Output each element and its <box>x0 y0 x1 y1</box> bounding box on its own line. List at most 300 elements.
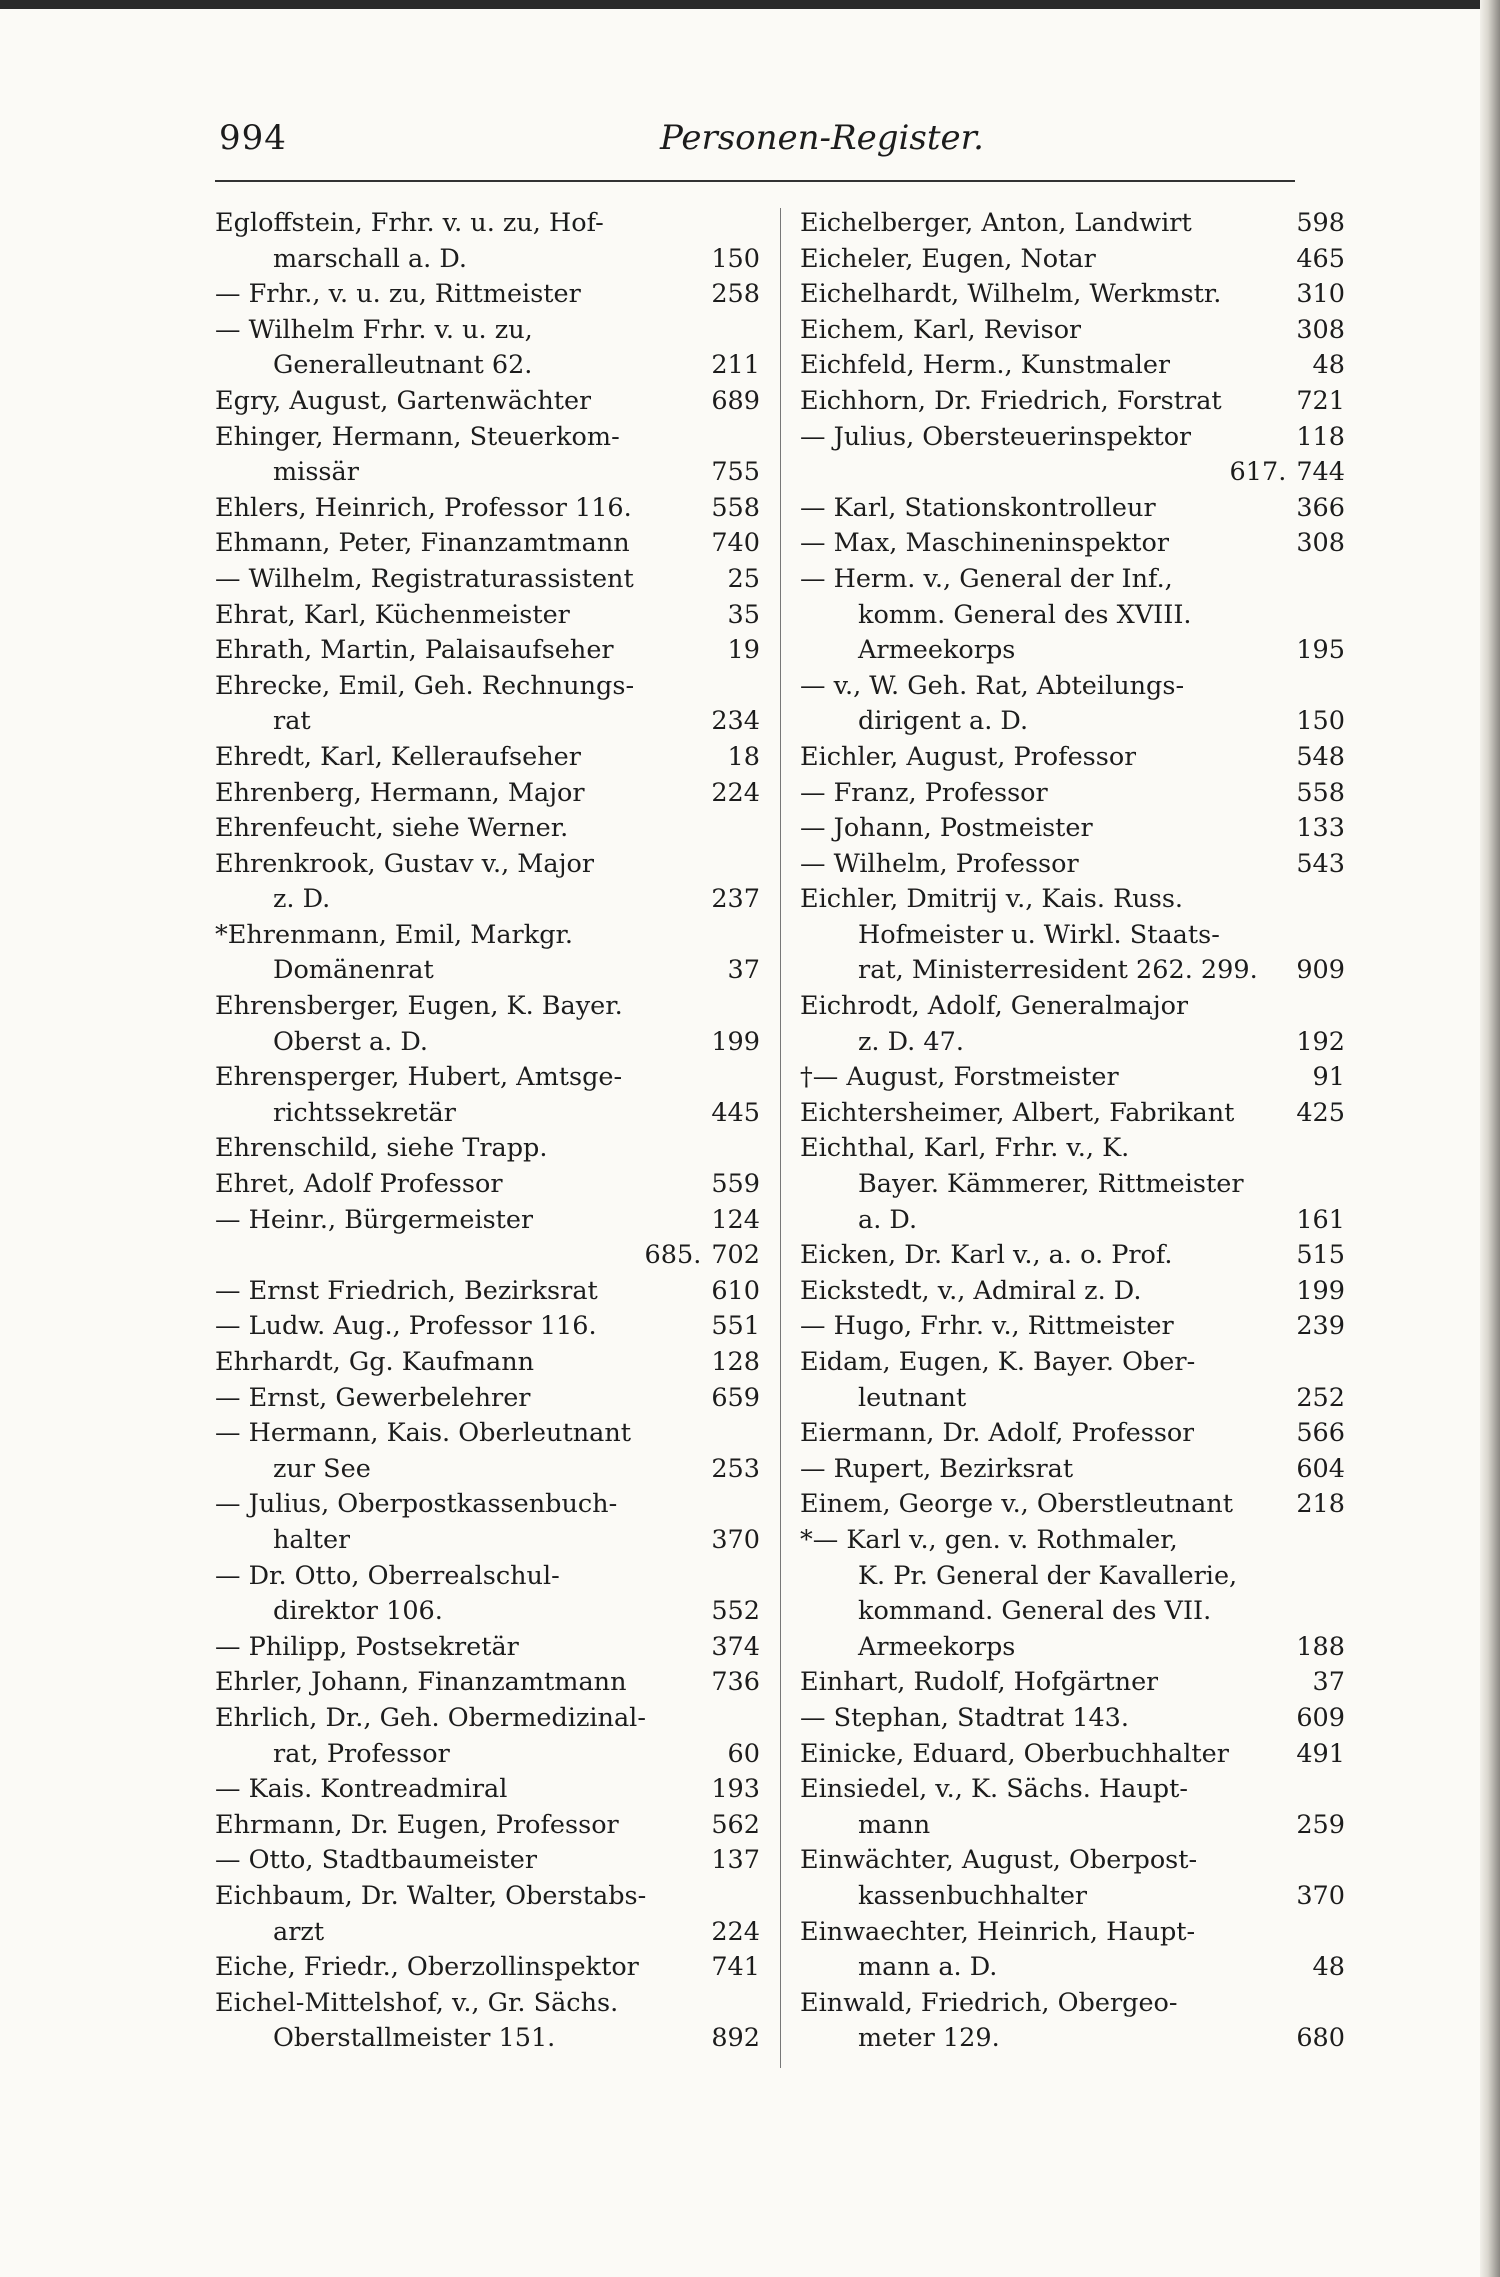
index-page-ref <box>1335 882 1345 918</box>
index-line <box>800 1559 1345 1595</box>
index-page-ref: 370 <box>711 1524 760 1555</box>
index-line <box>215 776 760 812</box>
index-entry-text: Einsiedel, v., K. Sächs. Haupt- <box>800 1774 1188 1805</box>
index-line <box>215 1238 760 1274</box>
index-entry-text: Ehret, Adolf Professor <box>215 1169 503 1200</box>
index-line <box>800 1879 1345 1915</box>
index-line <box>800 1737 1345 1773</box>
index-line <box>215 1274 760 1310</box>
index-line <box>800 1381 1345 1417</box>
index-line <box>215 1523 760 1559</box>
index-page-ref: 308 <box>1296 528 1345 559</box>
index-entry-text: Ehrenkrook, Gustav v., Major <box>215 848 595 879</box>
index-page-ref: 562 <box>711 1809 760 1840</box>
index-entry-text: Ehlers, Heinrich, Professor 116. <box>215 492 632 523</box>
index-line <box>800 1701 1345 1737</box>
index-page-ref: 60 <box>727 1738 760 1769</box>
index-page-ref: 308 <box>1296 314 1345 345</box>
index-entry-text: Eichel-Mittelshof, v., Gr. Sächs. <box>215 1987 619 2018</box>
index-line <box>215 811 760 847</box>
index-line <box>215 882 760 918</box>
index-page-ref: 680 <box>1296 2023 1345 2054</box>
index-entry-text: — Hugo, Frhr. v., Rittmeister <box>800 1311 1174 1342</box>
index-entry-text: Einwald, Friedrich, Obergeo- <box>800 1987 1178 2018</box>
index-entry-text: Einwaechter, Heinrich, Haupt- <box>800 1916 1196 1947</box>
index-line <box>800 1594 1345 1630</box>
index-entry-text: richtssekretär <box>273 1097 456 1128</box>
index-entry-text: missär <box>273 457 359 488</box>
index-line <box>215 562 760 598</box>
index-entry-text: — Wilhelm, Registraturassistent <box>215 563 634 594</box>
index-page-ref <box>750 989 760 1025</box>
index-page-ref <box>1335 1772 1345 1808</box>
index-line <box>800 1309 1345 1345</box>
index-page-ref <box>750 1559 760 1595</box>
index-page-ref: 370 <box>1296 1880 1345 1911</box>
index-page-ref <box>750 1986 760 2022</box>
index-line <box>215 526 760 562</box>
scan-top-edge <box>0 0 1500 9</box>
index-entry-text: 685. <box>644 1240 702 1271</box>
index-page-ref: 35 <box>727 599 760 630</box>
index-page-ref <box>1335 918 1345 954</box>
index-page-ref: 188 <box>1296 1631 1345 1662</box>
index-page-ref <box>750 1060 760 1096</box>
index-line <box>800 384 1345 420</box>
index-line <box>215 1772 760 1808</box>
index-entry-text: rat <box>273 706 311 737</box>
index-entry-text: — Johann, Postmeister <box>800 813 1093 844</box>
index-page-ref: 559 <box>711 1169 760 1200</box>
index-entry-text: Eickstedt, v., Admiral z. D. <box>800 1275 1142 1306</box>
index-line <box>800 420 1345 456</box>
index-page-ref: 237 <box>711 884 760 915</box>
index-page-ref <box>750 811 760 847</box>
index-line <box>215 1487 760 1523</box>
index-page-ref: 258 <box>711 279 760 310</box>
index-entry-text: — Heinr., Bürgermeister <box>215 1204 534 1235</box>
index-page-ref: 366 <box>1296 492 1345 523</box>
index-line <box>215 847 760 883</box>
header-rule <box>215 180 1295 182</box>
index-entry-text: zur See <box>273 1453 371 1484</box>
index-entry-text: Ehrler, Johann, Finanzamtmann <box>215 1667 627 1698</box>
index-entry-text: Eichelhardt, Wilhelm, Werkmstr. <box>800 279 1222 310</box>
index-entry-text: Ehrenberg, Hermann, Major <box>215 777 585 808</box>
index-entry-text: — Julius, Obersteuerinspektor <box>800 421 1192 452</box>
index-line <box>215 953 760 989</box>
index-page-ref: 374 <box>711 1631 760 1662</box>
index-line <box>215 1986 760 2022</box>
index-entry-text: *Ehrenmann, Emil, Markgr. <box>215 919 574 950</box>
index-entry-text: Eiche, Friedr., Oberzollinspektor <box>215 1952 639 1983</box>
index-line <box>215 1701 760 1737</box>
index-page-ref: 491 <box>1296 1738 1345 1769</box>
index-page-ref: 609 <box>1296 1702 1345 1733</box>
index-page-ref <box>1335 562 1345 598</box>
index-line <box>800 953 1345 989</box>
index-entry-text: rat, Professor <box>273 1738 450 1769</box>
index-line <box>800 633 1345 669</box>
index-page-ref: 543 <box>1296 848 1345 879</box>
index-line <box>215 1025 760 1061</box>
index-line <box>215 1594 760 1630</box>
index-entry-text: Einhart, Rudolf, Hofgärtner <box>800 1667 1159 1698</box>
index-line <box>215 2021 760 2057</box>
index-line <box>800 1808 1345 1844</box>
index-page-ref: 755 <box>711 457 760 488</box>
index-entry-text: *— Karl v., gen. v. Rothmaler, <box>800 1524 1178 1555</box>
index-line <box>215 1309 760 1345</box>
index-page-ref: 218 <box>1296 1489 1345 1520</box>
index-entry-text: Eichrodt, Adolf, Generalmajor <box>800 991 1189 1022</box>
index-page-ref: 515 <box>1296 1240 1345 1271</box>
index-entry-text: Egloffstein, Frhr. v. u. zu, Hof- <box>215 208 604 238</box>
index-page-ref <box>750 206 760 242</box>
index-entry-text: Egry, August, Gartenwächter <box>215 385 592 416</box>
index-page-ref: 124 <box>711 1204 760 1235</box>
index-page-ref <box>1335 1131 1345 1167</box>
index-entry-text: marschall a. D. <box>273 243 468 274</box>
index-page-ref: 161 <box>1296 1204 1345 1235</box>
index-page-ref <box>1335 1167 1345 1203</box>
index-entry-text: Ehrlich, Dr., Geh. Obermedizinal- <box>215 1702 646 1733</box>
index-page-ref: 199 <box>1296 1275 1345 1306</box>
index-entry-text: halter <box>273 1524 351 1555</box>
index-entry-text: — Ludw. Aug., Professor 116. <box>215 1311 597 1342</box>
index-page-ref: 445 <box>711 1097 760 1128</box>
index-line <box>800 1986 1345 2022</box>
index-entry-text: — Philipp, Postsekretär <box>215 1631 519 1662</box>
index-page-ref: 558 <box>1296 777 1345 808</box>
index-entry-text: mann a. D. <box>858 1952 998 1983</box>
index-entry-text: — Herm. v., General der Inf., <box>800 563 1173 594</box>
index-entry-text: — v., W. Geh. Rat, Abteilungs- <box>800 670 1185 701</box>
index-line <box>215 1131 760 1167</box>
index-entry-text: komm. General des XVIII. <box>858 599 1192 630</box>
index-entry-text: Einwächter, August, Oberpost- <box>800 1845 1198 1876</box>
index-entry-text: Hofmeister u. Wirkl. Staats- <box>858 919 1220 950</box>
index-entry-text: — Ernst Friedrich, Bezirksrat <box>215 1275 598 1306</box>
index-page-ref: 48 <box>1312 350 1345 381</box>
index-entry-text: Eichhorn, Dr. Friedrich, Forstrat <box>800 385 1222 416</box>
index-page-ref: 195 <box>1296 635 1345 666</box>
index-entry-text: Oberstallmeister 151. <box>273 2023 556 2054</box>
index-page-ref <box>750 313 760 349</box>
index-column-left <box>215 206 760 2057</box>
index-entry-text: Ehrmann, Dr. Eugen, Professor <box>215 1809 619 1840</box>
index-entry-text: Eiermann, Dr. Adolf, Professor <box>800 1418 1195 1449</box>
index-page-ref <box>1335 1915 1345 1951</box>
index-line <box>215 348 760 384</box>
index-page-ref <box>1335 1559 1345 1595</box>
index-line <box>800 526 1345 562</box>
index-line <box>800 348 1345 384</box>
index-page-ref: 310 <box>1296 279 1345 310</box>
index-entry-text: Armeekorps <box>858 635 1016 666</box>
index-entry-text: — Karl, Stationskontrolleur <box>800 492 1156 523</box>
index-line <box>800 1060 1345 1096</box>
index-entry-text: Eidam, Eugen, K. Bayer. Ober- <box>800 1347 1196 1377</box>
index-page-ref: 224 <box>711 777 760 808</box>
index-line <box>215 1559 760 1595</box>
index-page-ref <box>1335 669 1345 705</box>
index-page-ref: 598 <box>1296 208 1345 238</box>
index-entry-text: Ehinger, Hermann, Steuerkom- <box>215 421 620 452</box>
index-line <box>215 918 760 954</box>
index-page-ref: 253 <box>711 1453 760 1484</box>
index-entry-text: †— August, Forstmeister <box>800 1062 1119 1093</box>
index-line <box>215 1452 760 1488</box>
index-page-ref: 558 <box>711 492 760 523</box>
index-line <box>215 1950 760 1986</box>
index-entry-text: Eichelberger, Anton, Landwirt <box>800 208 1192 238</box>
index-page-ref: 689 <box>711 385 760 416</box>
index-line <box>800 1345 1345 1381</box>
index-entry-text: 617. <box>1229 457 1287 488</box>
index-line <box>800 1131 1345 1167</box>
index-page-ref: 19 <box>727 635 760 666</box>
index-entry-text: z. D. <box>273 884 331 915</box>
index-line <box>800 1238 1345 1274</box>
index-page-ref: 252 <box>1296 1382 1345 1413</box>
index-page-ref <box>750 1879 760 1915</box>
index-page-ref <box>750 1131 760 1167</box>
index-page-ref <box>750 420 760 456</box>
index-line <box>800 313 1345 349</box>
index-page-ref: 552 <box>711 1596 760 1627</box>
index-page-ref <box>750 1701 760 1737</box>
index-line <box>800 669 1345 705</box>
index-line <box>215 1808 760 1844</box>
index-page-ref: 702 <box>711 1240 760 1271</box>
index-entry-text: K. Pr. General der Kavallerie, <box>858 1560 1238 1591</box>
index-page-ref: 137 <box>711 1845 760 1876</box>
index-page-ref <box>750 918 760 954</box>
index-entry-text: Armeekorps <box>858 1631 1016 1662</box>
index-line <box>215 1630 760 1666</box>
index-entry-text: Ehrecke, Emil, Geh. Rechnungs- <box>215 670 635 701</box>
index-entry-text: Ehredt, Karl, Kelleraufseher <box>215 741 581 772</box>
index-line <box>215 704 760 740</box>
index-page-ref: 892 <box>711 2023 760 2054</box>
index-page-ref: 48 <box>1312 1952 1345 1983</box>
index-line <box>800 598 1345 634</box>
index-line <box>215 491 760 527</box>
index-page-ref: 909 <box>1296 955 1345 986</box>
index-line <box>215 1879 760 1915</box>
index-entry-text: — Hermann, Kais. Oberleutnant <box>215 1418 631 1449</box>
index-entry-text: Eicken, Dr. Karl v., a. o. Prof. <box>800 1240 1173 1271</box>
index-page-ref: 193 <box>711 1774 760 1805</box>
index-page-ref: 91 <box>1312 1062 1345 1093</box>
index-line <box>800 2021 1345 2057</box>
page-number: 994 <box>219 118 287 158</box>
index-page-ref <box>1335 1345 1345 1381</box>
index-page-ref: 659 <box>711 1382 760 1413</box>
index-entry-text: — Stephan, Stadtrat 143. <box>800 1702 1130 1733</box>
index-page-ref: 566 <box>1296 1418 1345 1449</box>
index-page-ref <box>750 847 760 883</box>
index-page-ref <box>1335 1523 1345 1559</box>
index-line <box>800 1274 1345 1310</box>
index-entry-text: Ehrhardt, Gg. Kaufmann <box>215 1347 535 1377</box>
index-line <box>800 1665 1345 1701</box>
index-line <box>215 1096 760 1132</box>
index-line <box>800 740 1345 776</box>
index-entry-text: Eicheler, Eugen, Notar <box>800 243 1096 274</box>
index-entry-text: a. D. <box>858 1204 918 1235</box>
index-line <box>800 882 1345 918</box>
index-page-ref: 604 <box>1296 1453 1345 1484</box>
index-line <box>215 1203 760 1239</box>
index-line <box>215 1843 760 1879</box>
index-line <box>800 242 1345 278</box>
index-entry-text: z. D. 47. <box>858 1026 964 1057</box>
index-page-ref: 736 <box>711 1667 760 1698</box>
index-page-ref: 744 <box>1296 457 1345 488</box>
index-entry-text: Eichbaum, Dr. Walter, Oberstabs- <box>215 1880 647 1911</box>
index-line <box>800 989 1345 1025</box>
index-entry-text: Ehrenfeucht, siehe Werner. <box>215 813 569 844</box>
index-line <box>800 1452 1345 1488</box>
index-entry-text: dirigent a. D. <box>858 706 1029 737</box>
index-line <box>215 1915 760 1951</box>
index-line <box>215 989 760 1025</box>
index-line <box>215 1416 760 1452</box>
index-page-ref: 37 <box>1312 1667 1345 1698</box>
index-line <box>215 455 760 491</box>
index-line <box>215 1737 760 1773</box>
index-line <box>215 1665 760 1701</box>
index-line <box>215 1167 760 1203</box>
index-line <box>215 242 760 278</box>
index-entry-text: mann <box>858 1809 931 1840</box>
index-line <box>800 1203 1345 1239</box>
index-page-ref <box>1335 598 1345 634</box>
index-line <box>800 1096 1345 1132</box>
index-entry-text: — Ernst, Gewerbelehrer <box>215 1382 531 1413</box>
index-page-ref: 234 <box>711 706 760 737</box>
index-line <box>800 1416 1345 1452</box>
index-entry-text: Oberst a. D. <box>273 1026 429 1057</box>
index-line <box>800 1167 1345 1203</box>
index-page-ref: 425 <box>1296 1097 1345 1128</box>
index-line <box>800 206 1345 242</box>
index-entry-text: Eichler, August, Professor <box>800 741 1137 772</box>
index-line <box>215 420 760 456</box>
index-line <box>800 1950 1345 1986</box>
index-entry-text: meter 129. <box>858 2023 1000 2054</box>
index-page-ref: 551 <box>711 1311 760 1342</box>
index-page-ref <box>1335 1594 1345 1630</box>
index-entry-text: kassenbuchhalter <box>858 1880 1088 1911</box>
index-entry-text: — Otto, Stadtbaumeister <box>215 1845 538 1876</box>
index-line <box>215 598 760 634</box>
index-entry-text: Eichfeld, Herm., Kunstmaler <box>800 350 1171 381</box>
index-entry-text: Einem, George v., Oberstleutnant <box>800 1489 1233 1520</box>
index-entry-text: — Franz, Professor <box>800 777 1048 808</box>
index-entry-text: Ehrath, Martin, Palaisaufseher <box>215 635 614 666</box>
index-line <box>800 1025 1345 1061</box>
index-entry-text: Ehmann, Peter, Finanzamtmann <box>215 528 630 559</box>
index-line <box>800 455 1345 491</box>
index-line <box>215 1060 760 1096</box>
index-entry-text: Eichtersheimer, Albert, Fabrikant <box>800 1097 1235 1128</box>
index-page-ref <box>1335 1843 1345 1879</box>
index-entry-text: Einicke, Eduard, Oberbuchhalter <box>800 1738 1229 1769</box>
index-entry-text: Ehrensperger, Hubert, Amtsge- <box>215 1062 623 1093</box>
index-entry-text: kommand. General des VII. <box>858 1596 1212 1627</box>
index-page-ref: 128 <box>711 1347 760 1377</box>
index-column-right <box>800 206 1345 2057</box>
index-entry-text: — Julius, Oberpostkassenbuch- <box>215 1489 618 1520</box>
index-entry-text: Bayer. Kämmerer, Rittmeister <box>858 1169 1244 1200</box>
index-entry-text: rat, Ministerresident 262. 299. <box>858 955 1258 986</box>
index-line <box>800 1523 1345 1559</box>
index-page-ref <box>1335 989 1345 1025</box>
index-line <box>800 847 1345 883</box>
index-line <box>800 562 1345 598</box>
column-divider <box>780 208 781 2068</box>
scan-right-edge <box>1480 0 1500 2277</box>
index-line <box>800 704 1345 740</box>
index-line <box>800 491 1345 527</box>
index-page-ref: 465 <box>1296 243 1345 274</box>
index-page-ref <box>750 669 760 705</box>
index-line <box>800 1915 1345 1951</box>
index-line <box>215 740 760 776</box>
index-entry-text: Ehrenschild, siehe Trapp. <box>215 1133 548 1164</box>
index-page-ref: 239 <box>1296 1311 1345 1342</box>
index-line <box>215 1345 760 1381</box>
index-entry-text: Ehrat, Karl, Küchenmeister <box>215 599 570 630</box>
index-page-ref <box>1335 1986 1345 2022</box>
index-line <box>215 206 760 242</box>
index-entry-text: — Rupert, Bezirksrat <box>800 1453 1074 1484</box>
running-title: Personen-Register. <box>660 118 984 158</box>
index-line <box>800 1630 1345 1666</box>
index-entry-text: — Max, Maschineninspektor <box>800 528 1170 559</box>
index-line <box>215 313 760 349</box>
index-line <box>800 1772 1345 1808</box>
index-entry-text: Eichem, Karl, Revisor <box>800 314 1082 345</box>
index-entry-text: direktor 106. <box>273 1596 443 1627</box>
index-entry-text: — Frhr., v. u. zu, Rittmeister <box>215 279 581 310</box>
index-page-ref: 741 <box>711 1952 760 1983</box>
index-entry-text: — Wilhelm, Professor <box>800 848 1079 879</box>
index-entry-text: Ehrensberger, Eugen, K. Bayer. <box>215 991 623 1022</box>
index-entry-text: leutnant <box>858 1382 967 1413</box>
index-page-ref: 25 <box>727 563 760 594</box>
index-entry-text: Domänenrat <box>273 955 434 986</box>
index-line <box>215 1381 760 1417</box>
index-line <box>215 384 760 420</box>
index-line <box>800 811 1345 847</box>
index-entry-text: Eichthal, Karl, Frhr. v., K. <box>800 1133 1130 1164</box>
index-page-ref: 740 <box>711 528 760 559</box>
index-line <box>215 633 760 669</box>
index-page-ref <box>750 1487 760 1523</box>
index-page-ref: 259 <box>1296 1809 1345 1840</box>
index-page-ref: 133 <box>1296 813 1345 844</box>
index-page-ref: 199 <box>711 1026 760 1057</box>
index-entry-text: Eichler, Dmitrij v., Kais. Russ. <box>800 884 1184 915</box>
index-page-ref: 548 <box>1296 741 1345 772</box>
index-entry-text: Generalleutnant 62. <box>273 350 533 381</box>
index-page-ref: 118 <box>1296 421 1345 452</box>
index-line <box>800 776 1345 812</box>
